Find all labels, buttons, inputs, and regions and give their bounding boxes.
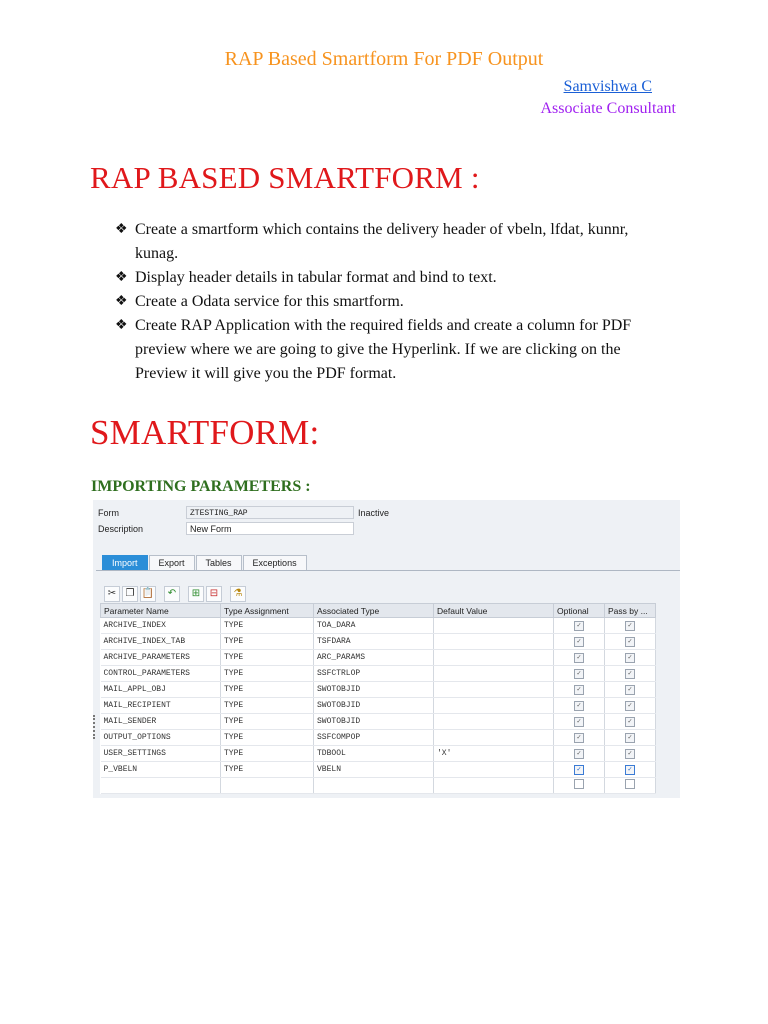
cell-default[interactable] (434, 730, 554, 746)
cell-optional (554, 650, 605, 666)
column-header[interactable]: Pass by ... (605, 604, 656, 618)
cell-optional (554, 682, 605, 698)
description-field[interactable]: New Form (186, 522, 354, 535)
column-header[interactable]: Parameter Name (101, 604, 221, 618)
table-row[interactable] (101, 730, 656, 746)
cell-default[interactable] (434, 618, 554, 634)
table-row[interactable] (101, 682, 656, 698)
bullet-item: ❖ Create a Odata service for this smartform. (115, 290, 675, 314)
cell-name[interactable]: ARCHIVE_PARAMETERS (101, 650, 221, 666)
optional-checkbox[interactable]: ✓ (574, 749, 584, 759)
description-label: Description (98, 524, 144, 534)
table-row[interactable] (101, 778, 656, 794)
cell-optional (554, 634, 605, 650)
cell-assign[interactable]: TYPE (221, 682, 314, 698)
passby-checkbox[interactable]: ✓ (625, 749, 635, 759)
table-row[interactable] (101, 666, 656, 682)
cell-passby (605, 762, 656, 778)
insert-row-icon[interactable]: ⊞ (188, 586, 204, 602)
table-row[interactable] (101, 746, 656, 762)
cell-name[interactable]: ARCHIVE_INDEX (101, 618, 221, 634)
cell-optional (554, 762, 605, 778)
cell-name[interactable]: OUTPUT_OPTIONS (101, 730, 221, 746)
cell-assoc[interactable]: SWOTOBJID (314, 682, 434, 698)
optional-checkbox[interactable]: ✓ (574, 765, 584, 775)
passby-checkbox[interactable]: ✓ (625, 637, 635, 647)
tab-divider (96, 570, 680, 571)
optional-checkbox[interactable]: ✓ (574, 701, 584, 711)
importing-parameters-heading: IMPORTING PARAMETERS : (91, 478, 311, 495)
cell-assoc[interactable] (314, 778, 434, 794)
cell-assign[interactable]: TYPE (221, 762, 314, 778)
diamond-bullet-icon: ❖ (115, 222, 128, 237)
cell-assoc[interactable]: TOA_DARA (314, 618, 434, 634)
passby-checkbox[interactable]: ✓ (625, 669, 635, 679)
cell-assign[interactable]: TYPE (221, 714, 314, 730)
section-heading-smartform: SMARTFORM: (90, 413, 320, 452)
cell-name[interactable]: ARCHIVE_INDEX_TAB (101, 634, 221, 650)
cell-assign[interactable]: TYPE (221, 698, 314, 714)
cell-optional (554, 746, 605, 762)
passby-checkbox[interactable]: ✓ (625, 685, 635, 695)
cut-icon[interactable]: ✂ (104, 586, 120, 602)
table-row[interactable] (101, 698, 656, 714)
diamond-bullet-icon: ❖ (115, 294, 128, 309)
resize-handle[interactable] (93, 715, 98, 739)
cell-assoc[interactable]: VBELN (314, 762, 434, 778)
optional-checkbox[interactable]: ✓ (574, 669, 584, 679)
cell-assoc[interactable]: TSFDARA (314, 634, 434, 650)
passby-checkbox[interactable]: ✓ (625, 717, 635, 727)
author-role: Associate Consultant (540, 100, 676, 117)
cell-default[interactable] (434, 714, 554, 730)
copy-icon[interactable]: ❐ (122, 586, 138, 602)
parameter-tabs (102, 555, 308, 570)
cell-default[interactable] (434, 778, 554, 794)
optional-checkbox[interactable]: ✓ (574, 653, 584, 663)
column-header[interactable]: Optional (554, 604, 605, 618)
cell-passby (605, 682, 656, 698)
cell-assign[interactable]: TYPE (221, 650, 314, 666)
cell-passby (605, 618, 656, 634)
details-icon[interactable]: ⚗ (230, 586, 246, 602)
cell-assoc[interactable]: SSFCOMPOP (314, 730, 434, 746)
form-label: Form (98, 508, 119, 518)
cell-default[interactable] (434, 650, 554, 666)
cell-assoc[interactable]: SWOTOBJID (314, 714, 434, 730)
bullet-item: ❖ Create RAP Application with the required fields and create a column for PDF preview where we are going to give the Hyperlink. If we are clicking on the Preview it will give you the PDF format. (115, 314, 675, 386)
tab-export[interactable]: Export (149, 555, 195, 571)
optional-checkbox[interactable]: ✓ (574, 685, 584, 695)
undo-icon[interactable]: ↶ (164, 586, 180, 602)
cell-assoc[interactable]: SSFCTRLOP (314, 666, 434, 682)
cell-optional (554, 666, 605, 682)
cell-optional (554, 730, 605, 746)
cell-assign[interactable]: TYPE (221, 618, 314, 634)
table-row[interactable] (101, 618, 656, 634)
table-row[interactable] (101, 650, 656, 666)
optional-checkbox[interactable] (574, 779, 584, 789)
cell-assoc[interactable]: TDBOOL (314, 746, 434, 762)
column-header[interactable]: Default Value (434, 604, 554, 618)
bullet-item: ❖ Display header details in tabular format and bind to text. (115, 266, 675, 290)
cell-assoc[interactable]: SWOTOBJID (314, 698, 434, 714)
bullet-list (115, 218, 675, 386)
tab-exceptions[interactable]: Exceptions (243, 555, 307, 571)
cell-assign[interactable]: TYPE (221, 634, 314, 650)
tab-import[interactable]: Import (102, 555, 148, 571)
table-row[interactable] (101, 762, 656, 778)
cell-optional (554, 778, 605, 794)
cell-assign[interactable]: TYPE (221, 666, 314, 682)
passby-checkbox[interactable]: ✓ (625, 733, 635, 743)
optional-checkbox[interactable]: ✓ (574, 621, 584, 631)
cell-name[interactable]: USER_SETTINGS (101, 746, 221, 762)
passby-checkbox[interactable]: ✓ (625, 653, 635, 663)
author-link[interactable]: Samvishwa C (563, 78, 652, 95)
cell-name[interactable]: P_VBELN (101, 762, 221, 778)
optional-checkbox[interactable]: ✓ (574, 733, 584, 743)
diamond-bullet-icon: ❖ (115, 270, 128, 285)
cell-optional (554, 714, 605, 730)
column-header[interactable]: Type Assignment (221, 604, 314, 618)
passby-checkbox[interactable]: ✓ (625, 765, 635, 775)
tab-tables[interactable]: Tables (196, 555, 242, 571)
table-row[interactable] (101, 714, 656, 730)
form-status: Inactive (358, 508, 390, 518)
optional-checkbox[interactable]: ✓ (574, 637, 584, 647)
cell-default[interactable] (434, 698, 554, 714)
cell-default[interactable] (434, 762, 554, 778)
form-name-field[interactable]: ZTESTING_RAP (186, 506, 354, 519)
delete-row-icon[interactable]: ⊟ (206, 586, 222, 602)
cell-passby (605, 698, 656, 714)
import-parameters-table (100, 603, 656, 794)
sap-smartform-screenshot (93, 500, 680, 798)
cell-passby (605, 666, 656, 682)
cell-assign[interactable]: TYPE (221, 746, 314, 762)
cell-assoc[interactable]: ARC_PARAMS (314, 650, 434, 666)
cell-passby (605, 650, 656, 666)
column-header[interactable]: Associated Type (314, 604, 434, 618)
diamond-bullet-icon: ❖ (115, 318, 128, 333)
cell-passby (605, 778, 656, 794)
cell-passby (605, 730, 656, 746)
cell-assign[interactable] (221, 778, 314, 794)
cell-default[interactable]: 'X' (434, 746, 554, 762)
cell-name[interactable] (101, 778, 221, 794)
passby-checkbox[interactable] (625, 779, 635, 789)
cell-optional (554, 618, 605, 634)
cell-default[interactable] (434, 666, 554, 682)
cell-passby (605, 746, 656, 762)
cell-name[interactable]: MAIL_SENDER (101, 714, 221, 730)
optional-checkbox[interactable]: ✓ (574, 717, 584, 727)
passby-checkbox[interactable]: ✓ (625, 701, 635, 711)
document-title: RAP Based Smartform For PDF Output (224, 48, 544, 70)
cell-name[interactable]: MAIL_RECIPIENT (101, 698, 221, 714)
cell-passby (605, 714, 656, 730)
cell-name[interactable]: MAIL_APPL_OBJ (101, 682, 221, 698)
cell-optional (554, 698, 605, 714)
passby-checkbox[interactable]: ✓ (625, 621, 635, 631)
cell-default[interactable] (434, 634, 554, 650)
paste-icon[interactable]: 📋 (140, 586, 156, 602)
table-row[interactable] (101, 634, 656, 650)
cell-assign[interactable]: TYPE (221, 730, 314, 746)
cell-default[interactable] (434, 682, 554, 698)
cell-passby (605, 634, 656, 650)
section-heading-rap: RAP BASED SMARTFORM : (90, 160, 480, 195)
table-toolbar (104, 586, 248, 602)
cell-name[interactable]: CONTROL_PARAMETERS (101, 666, 221, 682)
bullet-item: ❖ Create a smartform which contains the delivery header of vbeln, lfdat, kunnr, kunag. (115, 218, 675, 266)
table-header-row (101, 604, 656, 618)
